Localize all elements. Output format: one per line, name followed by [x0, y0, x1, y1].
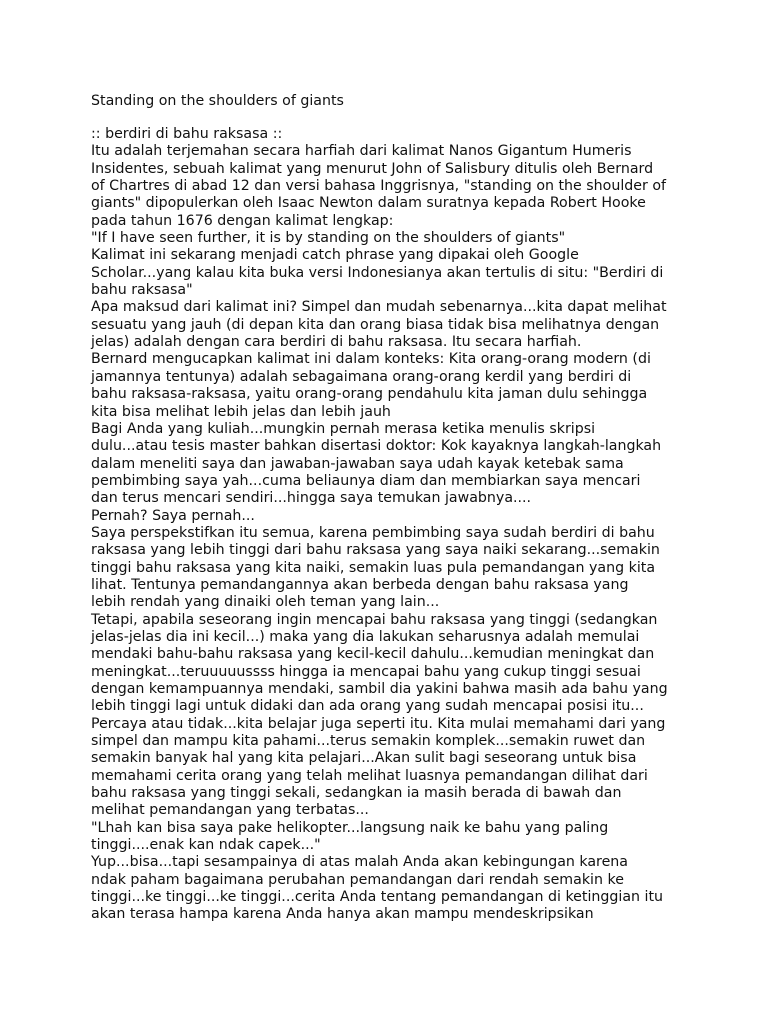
text-line: lebih tinggi lagi untuk didaki dan ada orang yang sudah mencapai posisi itu... — [91, 698, 644, 715]
text-line: akan terasa hampa karena Anda hanya akan mampu mendeskripsikan — [91, 906, 594, 923]
text-line: melihat pemandangan yang terbatas... — [91, 802, 369, 819]
text-line: dengan kemampuannya mendaki, sambil dia yakini bahwa masih ada bahu yang — [91, 681, 668, 697]
text-line: memahami cerita orang yang telah melihat luasnya pemandangan dilihat dari — [91, 767, 648, 784]
text-line: Percaya atau tidak...kita belajar juga seperti itu. Kita mulai memahami dari yang — [91, 715, 666, 732]
text-line: jamannya tentunya) adalah sebagaimana orang-orang kerdil yang berdiri di — [91, 368, 632, 385]
text-line: Itu adalah terjemahan secara harfiah dari kalimat Nanos Gigantum Humeris — [91, 143, 632, 160]
text-line: ndak paham bagaimana perubahan pemandangan dari rendah semakin ke — [91, 871, 624, 888]
text-line: mendaki bahu-bahu raksasa yang kecil-kecil dahulu...kemudian meningkat dan — [91, 646, 655, 663]
text-line: lebih rendah yang dinaiki oleh teman yang lain... — [91, 594, 440, 611]
text-line: pembimbing saya yah...cuma beliaunya diam dan membiarkan saya mencari — [91, 472, 641, 489]
text-line: simpel dan mampu kita pahami...terus semakin komplek...semakin ruwet dan — [91, 733, 646, 750]
text-line: Saya perspekstifkan itu semua, karena pembimbing saya sudah berdiri di bahu — [91, 524, 655, 541]
text-line: Bagi Anda yang kuliah...mungkin pernah merasa ketika menulis skripsi — [91, 420, 596, 437]
text-line: tinggi bahu raksasa yang kita naiki, semakin luas pula pemandangan yang kita — [91, 559, 656, 576]
document-title: Standing on the shoulders of giants — [91, 93, 344, 109]
text-line: lihat. Tentunya pemandangannya akan berbeda dengan bahu raksasa yang — [91, 576, 629, 593]
text-line: jelas-jelas dia ini kecil...) maka yang dia lakukan seharusnya adalah memulai — [91, 628, 640, 645]
text-line: Insidentes, sebuah kalimat yang menurut John of Salisbury ditulis oleh Bernard — [91, 160, 654, 177]
document-body — [91, 126, 691, 924]
text-line: raksasa yang lebih tinggi dari bahu raksasa yang saya naiki sekarang...semakin — [91, 542, 660, 559]
text-line: Pernah? Saya pernah... — [91, 507, 255, 524]
text-line: Scholar...yang kalau kita buka versi Indonesianya akan tertulis di situ: "Berdiri di — [91, 264, 664, 281]
text-line: meningkat...teruuuuussss hingga ia mencapai bahu yang cukup tinggi sesuai — [91, 663, 641, 680]
text-line: dan terus mencari sendiri...hingga saya temukan jawabnya.... — [91, 490, 532, 507]
text-line: dalam meneliti saya dan jawaban-jawaban saya udah kayak ketebak sama — [91, 455, 624, 472]
text-line: sesuatu yang jauh (di depan kita dan orang biasa tidak bisa melihatnya dengan — [91, 316, 660, 333]
text-line: Yup...bisa...tapi sesampainya di atas malah Anda akan kebingungan karena — [91, 854, 628, 871]
text-line: pada tahun 1676 dengan kalimat lengkap: — [91, 212, 394, 229]
text-line: Kalimat ini sekarang menjadi catch phrase yang dipakai oleh Google — [91, 247, 579, 264]
text-line: of Chartres di abad 12 dan versi bahasa Inggrisnya, "standing on the shoulder of — [91, 178, 667, 195]
text-line: bahu raksasa-raksasa, yaitu orang-orang pendahulu kita jaman dulu sehingga — [91, 386, 648, 403]
text-line: Apa maksud dari kalimat ini? Simpel dan mudah sebenarnya...kita dapat melihat — [91, 299, 667, 316]
text-line: kita bisa melihat lebih jelas dan lebih jauh — [91, 403, 391, 420]
text-line: bahu raksasa yang tinggi sekali, sedangkan ia masih berada di bawah dan — [91, 785, 622, 802]
text-line: "If I have seen further, it is by standing on the shoulders of giants" — [91, 230, 566, 247]
text-line: jelas) adalah dengan cara berdiri di bahu raksasa. Itu secara harfiah. — [91, 334, 582, 351]
text-line: Tetapi, apabila seseorang ingin mencapai bahu raksasa yang tinggi (sedangkan — [91, 611, 658, 628]
text-line: Bernard mengucapkan kalimat ini dalam konteks: Kita orang-orang modern (di — [91, 351, 651, 368]
text-line: tinggi....enak kan ndak capek..." — [91, 837, 321, 854]
text-line: "Lhah kan bisa saya pake helikopter...langsung naik ke bahu yang paling — [91, 819, 609, 836]
text-line: bahu raksasa" — [91, 282, 193, 299]
text-line: tinggi...ke tinggi...ke tinggi...cerita Anda tentang pemandangan di ketinggian itu — [91, 889, 664, 906]
text-line: giants" dipopulerkan oleh Isaac Newton dalam suratnya kepada Robert Hooke — [91, 195, 646, 212]
text-line: semakin banyak hal yang kita pelajari...Akan sulit bagi seseorang untuk bisa — [91, 750, 637, 767]
text-line: :: berdiri di bahu raksasa :: — [91, 126, 283, 142]
text-line: dulu...atau tesis master bahkan disertasi doktor: Kok kayaknya langkah-langkah — [91, 438, 662, 455]
